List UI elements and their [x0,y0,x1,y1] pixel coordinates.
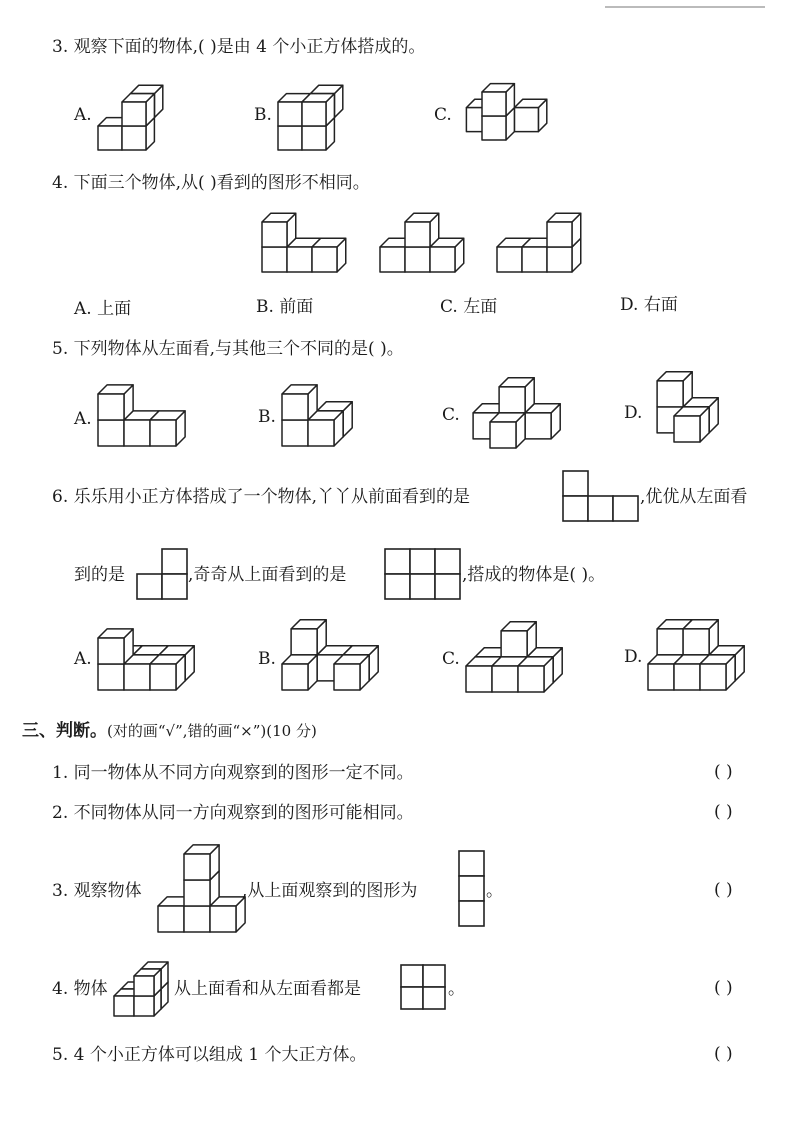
judge-item-4-view [400,964,448,1012]
cube-front-face [134,996,154,1016]
q4-option-c: C. 左面 [440,297,498,317]
q6-option-d-label: D. [624,647,643,667]
judge-item-2-answer[interactable]: ( ) [714,802,733,822]
judge-item-3-answer[interactable]: ( ) [714,880,733,900]
section-3-instruction: (对的画“√”,错的画“×”)(10 分) [107,722,317,740]
question-6-text-1: 6. 乐乐用小正方体搭成了一个物体,丫丫从前面看到的是 [52,487,471,507]
q5-option-c-label: C. [442,405,460,425]
judge-item-1-answer[interactable]: ( ) [714,762,733,782]
cube-front-face [114,996,134,1016]
question-3-text: 3. 观察下面的物体,( )是由 4 个小正方体搭成的。 [52,37,426,57]
q5-option-a-label: A. [74,409,92,429]
judge-item-4-text-a: 4. 物体 [52,979,108,999]
q3-option-a-label: A. [74,105,92,125]
cube-front-face [134,976,154,996]
judge-item-4-answer[interactable]: ( ) [714,978,733,998]
q3-option-c-label: C. [434,105,452,125]
q5-option-b-label: B. [258,407,276,427]
q4-option-a: A. 上面 [74,299,132,319]
question-6-text-3: 到的是 [74,565,125,585]
q6-option-c-label: C. [442,649,460,669]
judge-item-4-text-c: 。 [448,979,465,999]
judge-item-3-text-a: 3. 观察物体 [52,881,142,901]
judge-item-5: 5. 4 个小正方体可以组成 1 个大正方体。 [52,1045,367,1065]
judge-item-5-answer[interactable]: ( ) [714,1044,733,1064]
q4-option-d: D. 右面 [620,295,678,315]
q5-option-d-label: D. [624,403,643,423]
judge-item-3-text-c: 。 [486,881,503,901]
judge-item-1: 1. 同一物体从不同方向观察到的图形一定不同。 [52,763,414,783]
judge-item-4-text-b: 从上面看和从左面看都是 [174,979,361,999]
question-4-text: 4. 下面三个物体,从( )看到的图形不相同。 [52,173,370,193]
q6-option-b-label: B. [258,649,276,669]
q6-option-a-label: A. [74,649,92,669]
q4-option-b: B. 前面 [256,297,314,317]
question-6-text-5: ,搭成的物体是( )。 [462,565,606,585]
judge-item-2: 2. 不同物体从同一方向观察到的图形可能相同。 [52,803,414,823]
judge-item-3-text-b: ,从上面观察到的图形为 [242,881,418,901]
section-3-heading: 三、判断。 [22,721,107,741]
question-5-text: 5. 下列物体从左面看,与其他三个不同的是( )。 [52,339,404,359]
question-6-text-2: ,优优从左面看 [640,487,748,507]
question-6-text-4: ,奇奇从上面看到的是 [188,565,347,585]
q3-option-b-label: B. [254,105,272,125]
